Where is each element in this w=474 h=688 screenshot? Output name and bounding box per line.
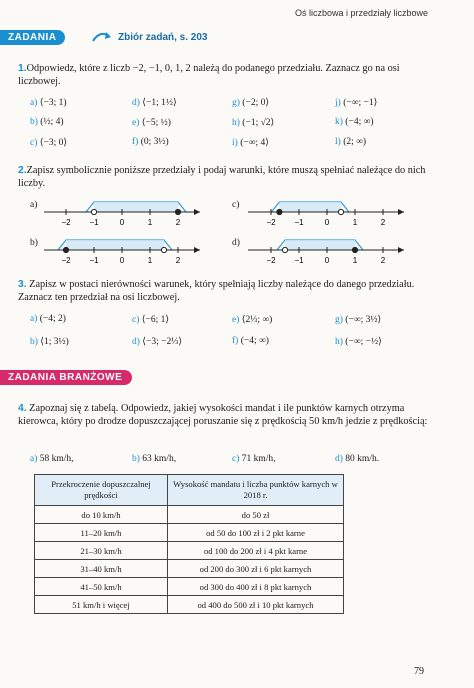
tick-label: 0: [324, 256, 330, 265]
option-3h: h) (−∞; −½⟩: [335, 337, 382, 347]
option-4d: d) 80 km/h.: [335, 454, 380, 464]
table-row: [35, 596, 344, 614]
tick-label: −1: [89, 256, 99, 265]
number-line-b: [44, 240, 200, 265]
tick-label: 0: [324, 218, 330, 227]
axis-arrow-icon: [194, 247, 200, 253]
task-number: 1.: [18, 63, 27, 74]
table-header-cell: Wysokość mandatu i liczba punktów karnych w 2018 r.: [168, 475, 344, 506]
tick-label: −1: [294, 256, 304, 265]
tick-label: −1: [89, 218, 99, 227]
interval-fill: [94, 202, 178, 212]
tick-label: 0: [119, 218, 125, 227]
task-3-prompt: 3. Zapisz w postaci nierówności warunek, który spełniają liczby należące do danego przedziału. Zaznacz ten przedział na osi liczbowej.: [18, 279, 415, 303]
task-4-prompt: 4. Zapoznaj się z tabelą. Odpowiedz, jakiej wysokości mandat i ile punktów karnych otrzyma kierowca, który po drodze dopuszczającej poruszanie się z prędkością 50 km/h jedzie z prędkością:: [18, 403, 428, 427]
interval-fill: [279, 202, 341, 212]
option-3b: b) ⟨1; 3½): [30, 337, 69, 347]
tick-label: 2: [380, 256, 386, 265]
section-badge-zadania-branzowe: ZADANIA BRANŻOWE: [0, 370, 132, 385]
axis-arrow-icon: [398, 209, 404, 215]
table-cell: od 100 do 200 zł i 4 pkt karne: [168, 542, 344, 560]
option-3a: a) (−4; 2): [30, 314, 66, 324]
option-1c: c) ⟨−3; 0⟩: [30, 138, 68, 148]
tick-label: 2: [175, 218, 181, 227]
tick-label: 2: [175, 256, 181, 265]
section-badge-zadania: ZADANIA: [0, 30, 65, 45]
tick-label: 0: [119, 256, 125, 265]
option-1j: j) (−∞; −1⟩: [335, 98, 378, 108]
tick-label: −2: [266, 256, 276, 265]
table-cell: od 400 do 500 zł i 10 pkt karnych: [168, 596, 344, 614]
tick-label: 1: [147, 256, 153, 265]
option-3e: e) ⟨2⅓; ∞): [232, 315, 273, 325]
page-number: 79: [414, 666, 424, 677]
tick-label: 1: [147, 218, 153, 227]
speeding-fines-table: [34, 474, 344, 614]
table-cell: 11–20 km/h: [35, 524, 168, 542]
tick-label: 1: [352, 256, 358, 265]
table-cell: do 50 zł: [168, 506, 344, 524]
table-header-cell: Przekroczenie dopuszczalnej prędkości: [35, 475, 168, 506]
number-line-label-b: b): [30, 238, 38, 248]
table-header-row: [35, 475, 344, 506]
number-line-label-d: d): [232, 238, 240, 248]
axis-arrow-icon: [194, 209, 200, 215]
option-1g: g) (−2; 0⟩: [232, 98, 270, 108]
option-4c: c) 71 km/h,: [232, 454, 276, 464]
table-cell: 41–50 km/h: [35, 578, 168, 596]
tick-label: 2: [380, 218, 386, 227]
open-endpoint: [282, 247, 287, 252]
table-cell: od 300 do 400 zł i 8 pkt karnych: [168, 578, 344, 596]
option-1l: l) (2; ∞): [335, 137, 367, 147]
closed-endpoint: [277, 209, 282, 214]
table-row: [35, 542, 344, 560]
tick-label: −2: [61, 218, 71, 227]
option-4a: a) 58 km/h,: [30, 454, 74, 464]
option-3g: g) (−∞; 3½⟩: [335, 315, 382, 325]
number-line-label-c: c): [232, 200, 240, 210]
tick-label: −2: [61, 256, 71, 265]
axis-arrow-icon: [398, 247, 404, 253]
open-endpoint: [161, 247, 166, 252]
task-text: Odpowiedz, które z liczb −2, −1, 0, 1, 2 należą do podanego przedziału. Zaznacz go na osi liczbowej.: [18, 63, 400, 87]
closed-endpoint: [175, 209, 180, 214]
table-cell: 31–40 km/h: [35, 560, 168, 578]
option-1d: d) ⟨−1; 1½⟩: [132, 98, 177, 108]
exercise-book-reference: Zbiór zadań, s. 203: [118, 32, 208, 43]
option-1i: i) (−∞; 4⟩: [232, 138, 269, 148]
option-1f: f) (0; 3½): [132, 137, 169, 147]
task-2-prompt: 2.Zapisz symbolicznie poniższe przedziały i podaj warunki, które muszą spełniać należące do nich liczby.: [18, 165, 426, 189]
option-1a: a) ⟨−3; 1): [30, 98, 67, 108]
open-endpoint: [338, 209, 343, 214]
option-3f: f) (−4; ∞): [232, 336, 269, 346]
table-cell: 21–30 km/h: [35, 542, 168, 560]
open-endpoint: [91, 209, 96, 214]
number-line-c: [248, 202, 404, 227]
option-1h: h) (−1; √2⟩: [232, 118, 275, 128]
closed-endpoint: [352, 247, 357, 252]
table-cell: 51 km/h i więcej: [35, 596, 168, 614]
option-1k: k) (−4; ∞): [335, 117, 374, 127]
table-cell: od 50 do 100 zł i 2 pkt karne: [168, 524, 344, 542]
option-1e: e) ⟨−5; ½): [132, 118, 171, 128]
table-row: [35, 524, 344, 542]
closed-endpoint: [63, 247, 68, 252]
interval-fill: [285, 240, 355, 250]
option-4b: b) 63 km/h,: [132, 454, 177, 464]
table-row: [35, 506, 344, 524]
number-line-a: [44, 202, 200, 227]
running-header: Oś liczbowa i przedziały liczbowe: [294, 8, 428, 18]
option-3d: d) ⟨−3; −2⅓⟩: [132, 337, 183, 347]
tick-label: 1: [352, 218, 358, 227]
tick-label: −2: [266, 218, 276, 227]
table-cell: do 10 km/h: [35, 506, 168, 524]
table-row: [35, 560, 344, 578]
table-cell: od 200 do 300 zł i 6 pkt karnych: [168, 560, 344, 578]
option-3c: c) ⟨−6; 1⟩: [132, 315, 170, 325]
number-line-label-a: a): [30, 200, 38, 210]
interval-fill: [66, 240, 164, 250]
number-line-d: [248, 240, 404, 265]
table-row: [35, 578, 344, 596]
tick-label: −1: [294, 218, 304, 227]
option-1b: b) (½; 4): [30, 117, 64, 127]
